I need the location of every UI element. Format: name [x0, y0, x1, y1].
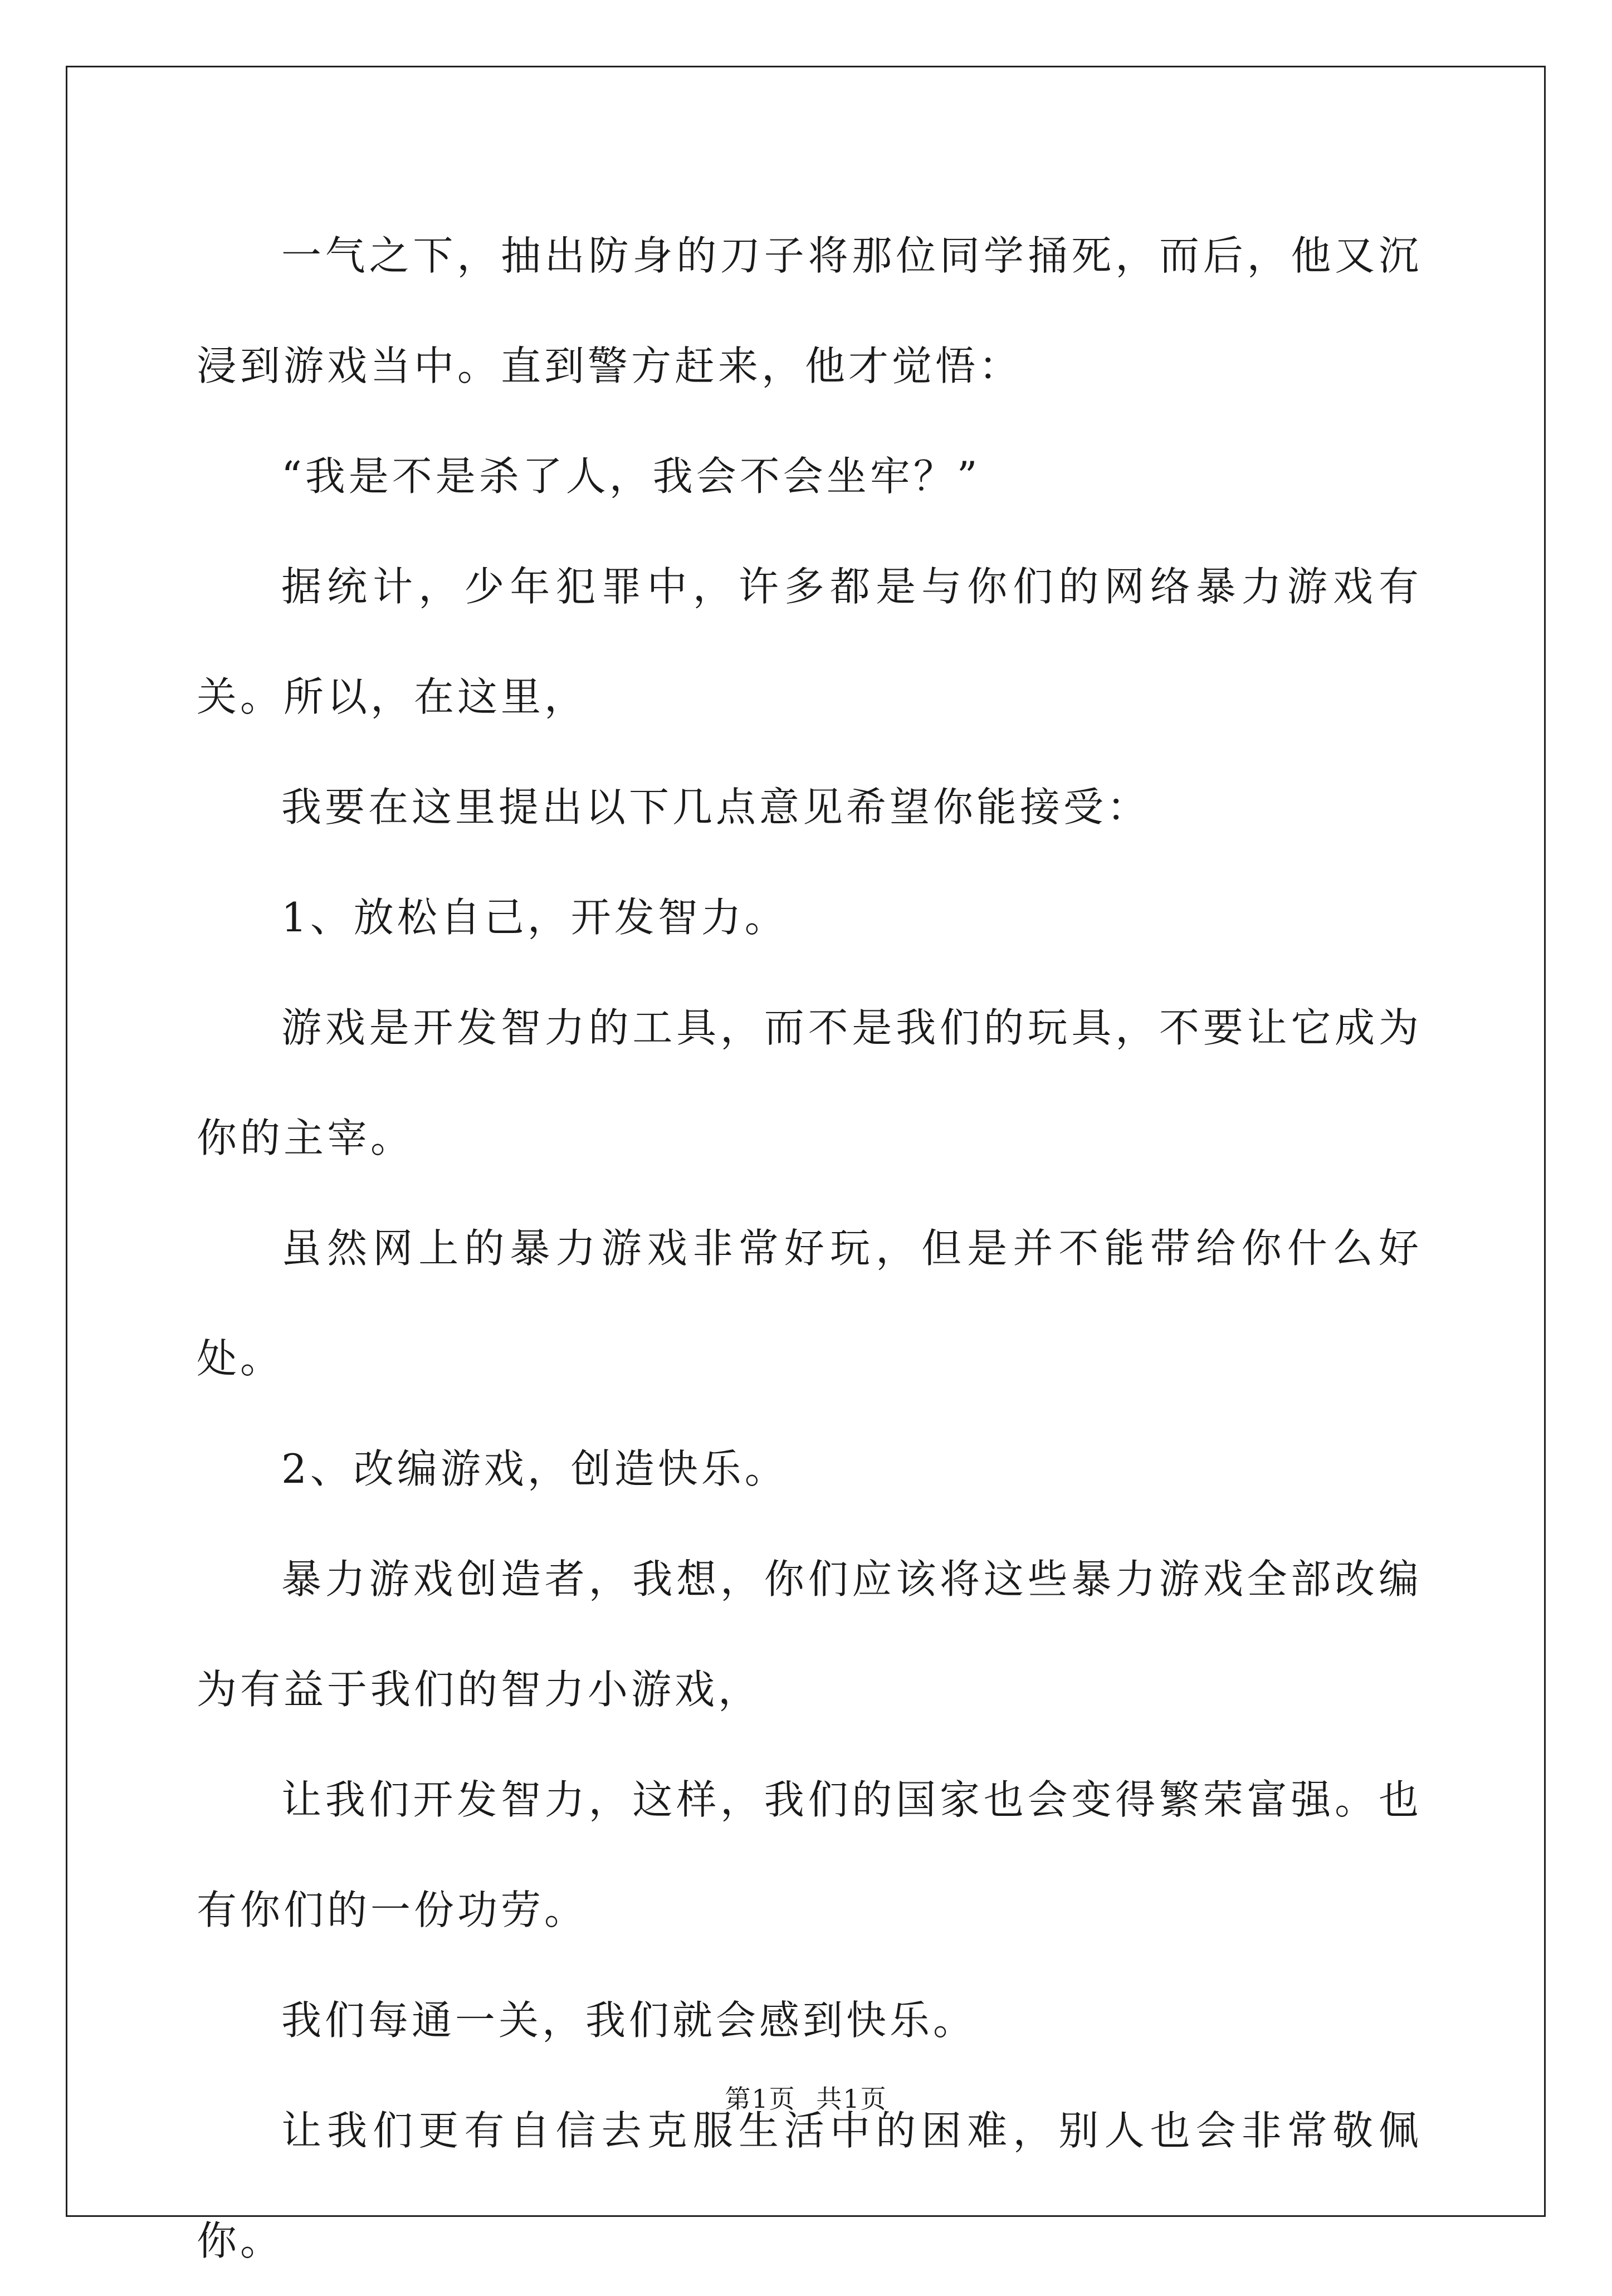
paragraph-9: 暴力游戏创造者，我想，你们应该将这些暴力游戏全部改编为有益于我们的智力小游戏，: [197, 1556, 1422, 1713]
paragraph-5: 1、放松自己，开发智力。: [281, 894, 788, 941]
paragraph-10: 让我们开发智力，这样，我们的国家也会变得繁荣富强。也有你们的一份功劳。: [197, 1776, 1422, 1933]
paragraph-4: 我要在这里提出以下几点意见希望你能接受：: [281, 784, 1151, 831]
paragraph-12: 让我们更有自信去克服生活中的困难，别人也会非常敬佩你。: [197, 2107, 1422, 2264]
paragraph-6: 游戏是开发智力的工具，而不是我们的玩具，不要让它成为你的主宰。: [197, 1004, 1422, 1161]
page-total: 共1页: [816, 2084, 887, 2114]
page-number: 第1页: [725, 2084, 796, 2114]
paragraph-11: 我们每通一关，我们就会感到快乐。: [281, 1997, 977, 2044]
page-footer: [0, 2079, 1612, 2116]
document-body: [197, 201, 1422, 2296]
paragraph-7: 虽然网上的暴力游戏非常好玩，但是并不能带给你什么好处。: [197, 1225, 1422, 1382]
paragraph-8: 2、改编游戏，创造快乐。: [281, 1445, 788, 1492]
paragraph-2: “我是不是杀了人，我会不会坐牢？”: [281, 453, 981, 500]
paragraph-1: 一气之下，抽出防身的刀子将那位同学捅死，而后，他又沉浸到游戏当中。直到警方赶来，他才觉悟：: [197, 232, 1422, 389]
paragraph-3: 据统计，少年犯罪中，许多都是与你们的网络暴力游戏有关。所以，在这里，: [197, 563, 1422, 720]
